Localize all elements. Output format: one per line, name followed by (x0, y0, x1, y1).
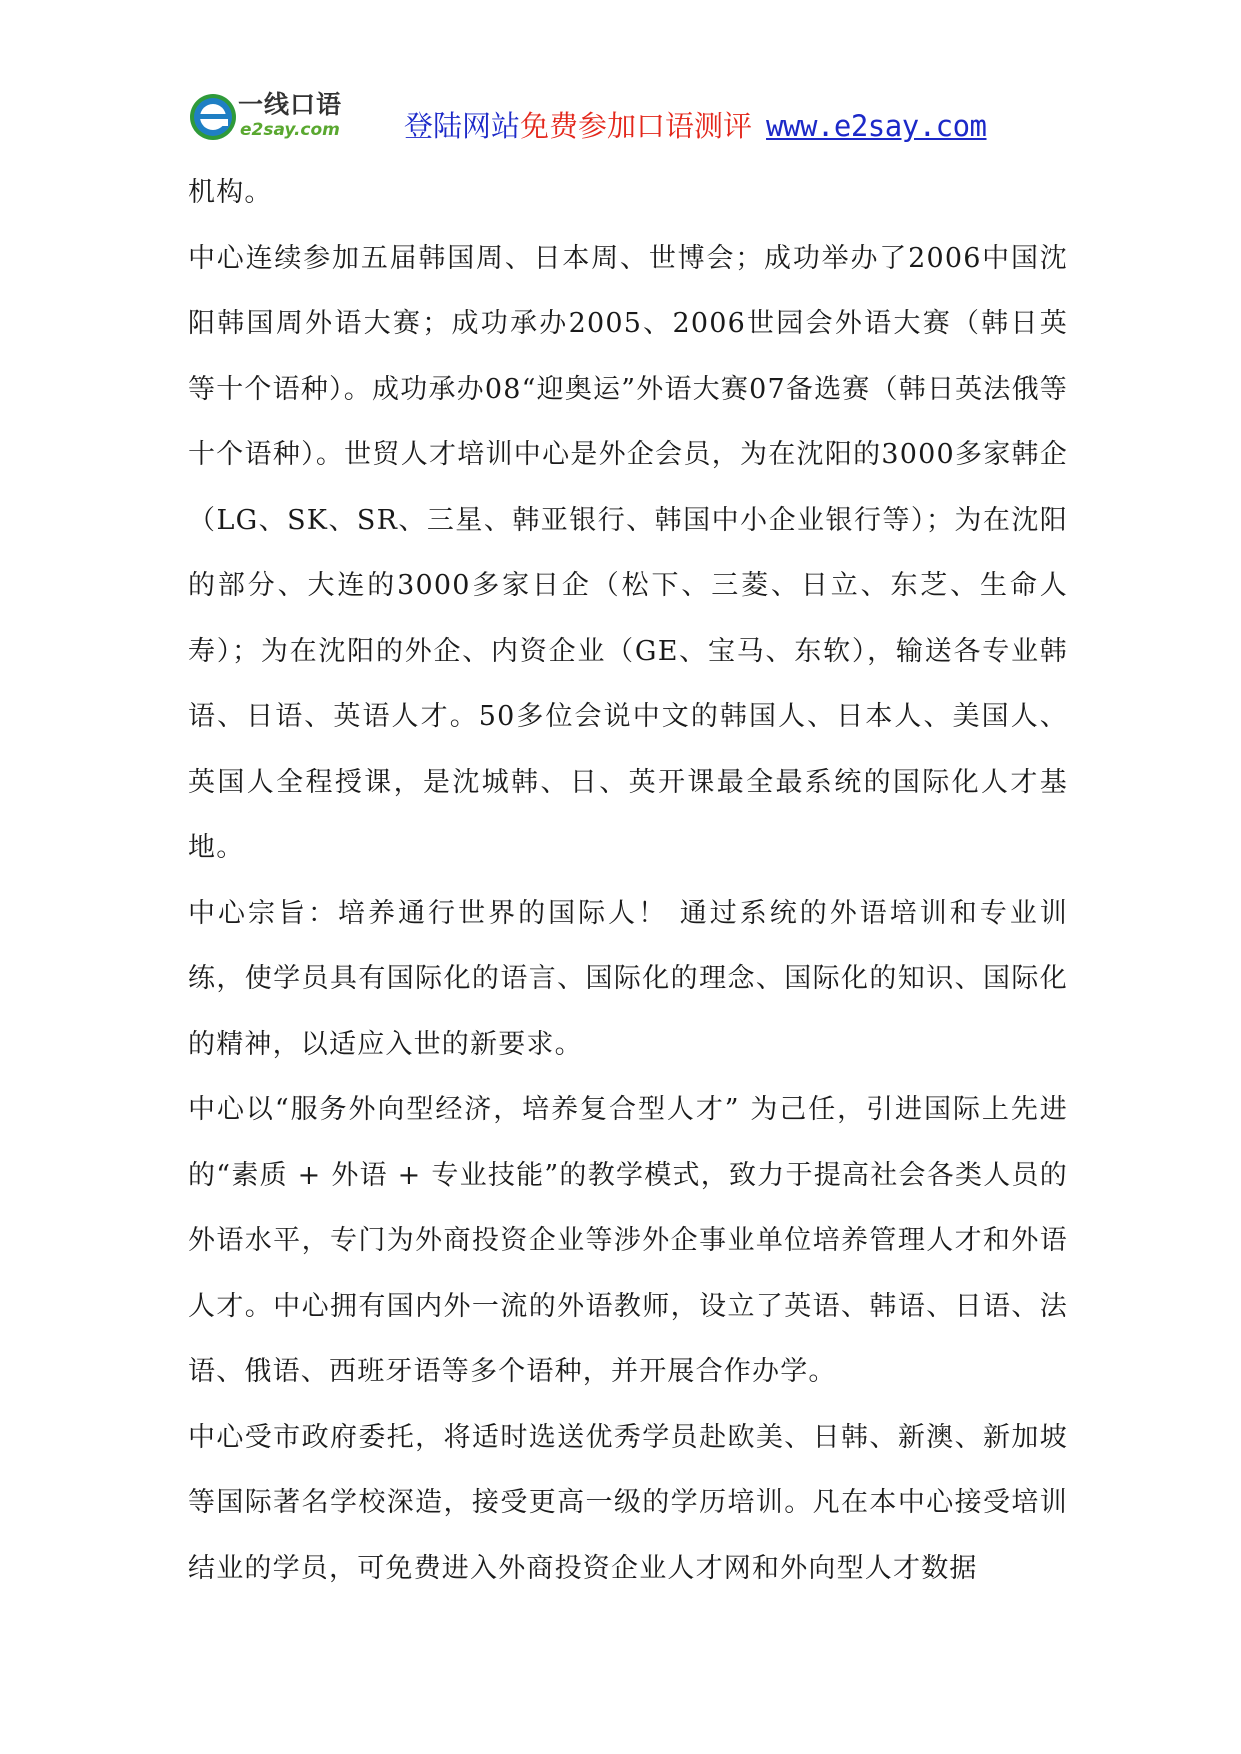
paragraph-teaching-model: 中心以“服务外向型经济，培养复合型人才” 为己任，引进国际上先进的“素质 + 外语 + 专业技能”的教学模式，致力于提高社会各类人员的外语水平，专门为外商投资企业等涉外企事业单位培养管理人才和外语人才。中心拥有国内外一流的外语教师，设立了英语、韩语、日语、法语、俄语、西班牙语等多个语种，并开展合作办学。 (188, 1094, 1068, 1387)
page-header (0, 0, 1241, 150)
paragraph-overseas-study: 中心受市政府委托，将适时选送优秀学员赴欧美、日韩、新澳、新加坡等国际著名学校深造，接受更高一级的学历培训。凡在本中心接受培训结业的学员，可免费进入外商投资企业人才网和外向型人才数据 (188, 1421, 1068, 1584)
logo-domain-text: e2say.com (240, 120, 340, 140)
slogan-free-test-text: 免费参加口语测评 (520, 109, 753, 143)
paragraph-mission: 中心宗旨：培养通行世界的国际人！ 通过系统的外语培训和专业训练，使学员具有国际化的语言、国际化的理念、国际化的知识、国际化的精神，以适应入世的新要求。 (188, 897, 1068, 1060)
logo-chinese-text: 一线口语 (238, 90, 343, 119)
paragraph-intro-end: 机构。 (188, 177, 273, 208)
slogan-login-text: 登陆网站 (404, 109, 521, 143)
document-body (188, 160, 1068, 1601)
site-url-link[interactable]: www.e2say.com (766, 109, 987, 143)
paragraph-achievements: 中心连续参加五届韩国周、日本周、世博会；成功举办了2006中国沈阳韩国周外语大赛；成功承办2005、2006世园会外语大赛（韩日英等十个语种）。成功承办08“迎奥运”外语大赛07备选赛（韩日英法俄等十个语种）。世贸人才培训中心是外企会员，为在沈阳的3000多家韩企（LG、SK、SR、三星、韩亚银行、韩国中小企业银行等）；为在沈阳的部分、大连的3000多家日企（松下、三菱、日立、东芝、生命人寿）；为在沈阳的外企、内资企业（GE、宝马、东软），输送各专业韩语、日语、英语人才。50多位会说中文的韩国人、日本人、美国人、英国人全程授课，是沈城韩、日、英开课最全最系统的国际化人才基地。 (188, 242, 1068, 863)
e2say-logo[interactable] (188, 90, 348, 146)
header-slogan (404, 108, 987, 144)
e2say-logo-icon (188, 92, 238, 142)
